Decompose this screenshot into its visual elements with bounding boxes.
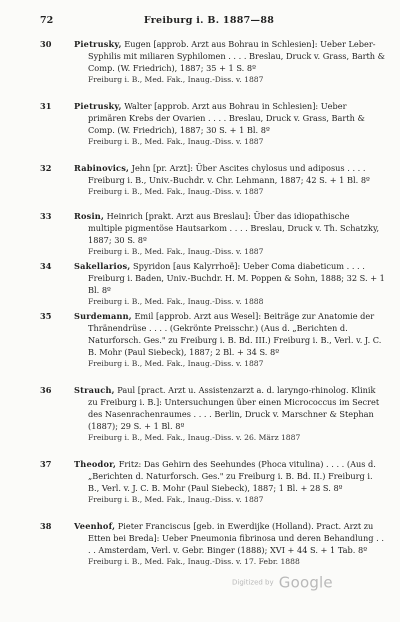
watermark-prefix: Digitized by (232, 578, 274, 587)
entry-number: 31 (40, 101, 52, 111)
entry-38 (40, 520, 385, 568)
author-surname: Rosin, (74, 211, 104, 221)
author-surname: Strauch, (74, 385, 115, 395)
entry-number: 30 (40, 39, 52, 49)
entry-32 (40, 162, 385, 198)
entry-number: 36 (40, 385, 52, 395)
entry-33 (40, 210, 385, 258)
entry-text: Heinrich [prakt. Arzt aus Breslau]: Über das idiopathische multiple pigmentöse Hautsarkom . . . . Breslau, Druck v. Th. Schatzky, 1887; 30 S. 8º (88, 211, 380, 245)
entry-citation (74, 100, 385, 136)
entry-34 (40, 260, 385, 308)
author-surname: Surdemann, (74, 311, 132, 321)
dissertation-note: Freiburg i. B., Med. Fak., Inaug.-Diss. v. 1888 (88, 297, 264, 306)
entry-text: Paul [pract. Arzt u. Assistenzarzt a. d. laryngo-rhinolog. Klinik zu Freiburg i. B.]: Untersuchungen über einen Micrococcus im Secret des Nasenrachenraumes . . . . Berlin, Druck v. Marschner & Stephan (1887); 29 S. + 1 Bl. 8º (88, 385, 380, 431)
entry-citation (74, 520, 385, 556)
entry-number: 32 (40, 163, 52, 173)
dissertation-note: Freiburg i. B., Med. Fak., Inaug.-Diss. v. 1887 (88, 187, 264, 196)
author-surname: Veenhof, (74, 521, 116, 531)
dissertation-note: Freiburg i. B., Med. Fak., Inaug.-Diss. v. 1887 (88, 495, 264, 504)
page-header (40, 15, 378, 29)
entry-36 (40, 384, 385, 444)
entry-citation (74, 310, 385, 358)
dissertation-note: Freiburg i. B., Med. Fak., Inaug.-Diss. v. 1887 (88, 359, 264, 368)
entry-number: 33 (40, 211, 52, 221)
entry-citation (74, 38, 385, 74)
dissertation-note: Freiburg i. B., Med. Fak., Inaug.-Diss. v. 17. Febr. 1888 (88, 557, 300, 566)
digitized-by-google-watermark (232, 572, 333, 592)
entry-text: Fritz: Das Gehirn des Seehundes (Phoca vitulina) . . . . (Aus d. „Berichten d. Naturforsch. Ges." zu Freiburg i. B. Bd. II.) Freiburg i. B., Verl. v. J. C. B. Mohr (Paul Siebeck), 1887; 1 Bl. + 28 S. 8º (88, 459, 376, 493)
entry-citation (74, 384, 385, 432)
entry-text: Walter [approb. Arzt aus Bohrau in Schlesien]: Ueber primären Krebs der Ovarien . . . . Breslau, Druck v. Grass, Barth & Comp. (W. Friedrich), 1887; 30 S. + 1 Bl. 8º (88, 101, 365, 135)
author-surname: Theodor, (74, 459, 117, 469)
entry-37 (40, 458, 385, 506)
entry-30 (40, 38, 385, 86)
entry-citation (74, 260, 385, 296)
dissertation-note: Freiburg i. B., Med. Fak., Inaug.-Diss. v. 1887 (88, 75, 264, 84)
entry-35 (40, 310, 385, 370)
entry-number: 34 (40, 261, 52, 271)
author-surname: Sakellarios, (74, 261, 131, 271)
dissertation-note: Freiburg i. B., Med. Fak., Inaug.-Diss. v. 1887 (88, 137, 264, 146)
entry-text: Emil [approb. Arzt aus Wesel]: Beiträge zur Anatomie der Thränendrüse . . . . (Gekrönte Preisschr.) (Aus d. „Berichten d. Naturforsch. Ges." zu Freiburg i. B. Bd. III.) Freiburg i. B., Verl. v. J. C. B. Mohr (Paul Siebeck), 1887; 2 Bl. + 34 S. 8º (88, 311, 382, 357)
entry-number: 37 (40, 459, 52, 469)
dissertation-note: Freiburg i. B., Med. Fak., Inaug.-Diss. v. 1887 (88, 247, 264, 256)
entry-31 (40, 100, 385, 148)
entry-text: Pieter Franciscus [geb. in Ewerdijke (Holland). Pract. Arzt zu Etten bei Breda]: Ueber Pneumonia fibrinosa und deren Behandlung . . . . Amsterdam, Verl. v. Gebr. Binger (1888); XVI + 44 S. + 1 Tab. 8º (88, 521, 384, 555)
author-surname: Pietrusky, (74, 39, 122, 49)
google-logo: Google (278, 573, 333, 592)
entry-text: Jehn [pr. Arzt]: Über Ascites chylosus und adiposus . . . . Freiburg i. B., Univ.-Buchdr. v. Chr. Lehmann, 1887; 42 S. + 1 Bl. 8º (88, 163, 370, 185)
entry-citation (74, 210, 385, 246)
entry-text: Spyridon [aus Kalyrrhoë]: Ueber Coma diabeticum . . . . Freiburg i. Baden, Univ.-Buchdr. H. M. Poppen & Sohn, 1888; 32 S. + 1 Bl. 8º (88, 261, 385, 295)
entry-citation (74, 162, 385, 186)
entry-text: Eugen [approb. Arzt aus Bohrau in Schlesien]: Ueber Leber-Syphilis mit miliaren Syphilomen . . . . Breslau, Druck v. Grass, Barth & Comp. (W. Friedrich), 1887; 35 + 1 S. 8º (88, 39, 385, 73)
dissertation-note: Freiburg i. B., Med. Fak., Inaug.-Diss. v. 26. März 1887 (88, 433, 301, 442)
entry-citation (74, 458, 385, 494)
running-title: Freiburg i. B. 1887—88 (143, 15, 275, 26)
author-surname: Rabinovics, (74, 163, 130, 173)
entry-number: 35 (40, 311, 52, 321)
author-surname: Pietrusky, (74, 101, 122, 111)
entry-number: 38 (40, 521, 52, 531)
page-number: 72 (40, 15, 54, 26)
